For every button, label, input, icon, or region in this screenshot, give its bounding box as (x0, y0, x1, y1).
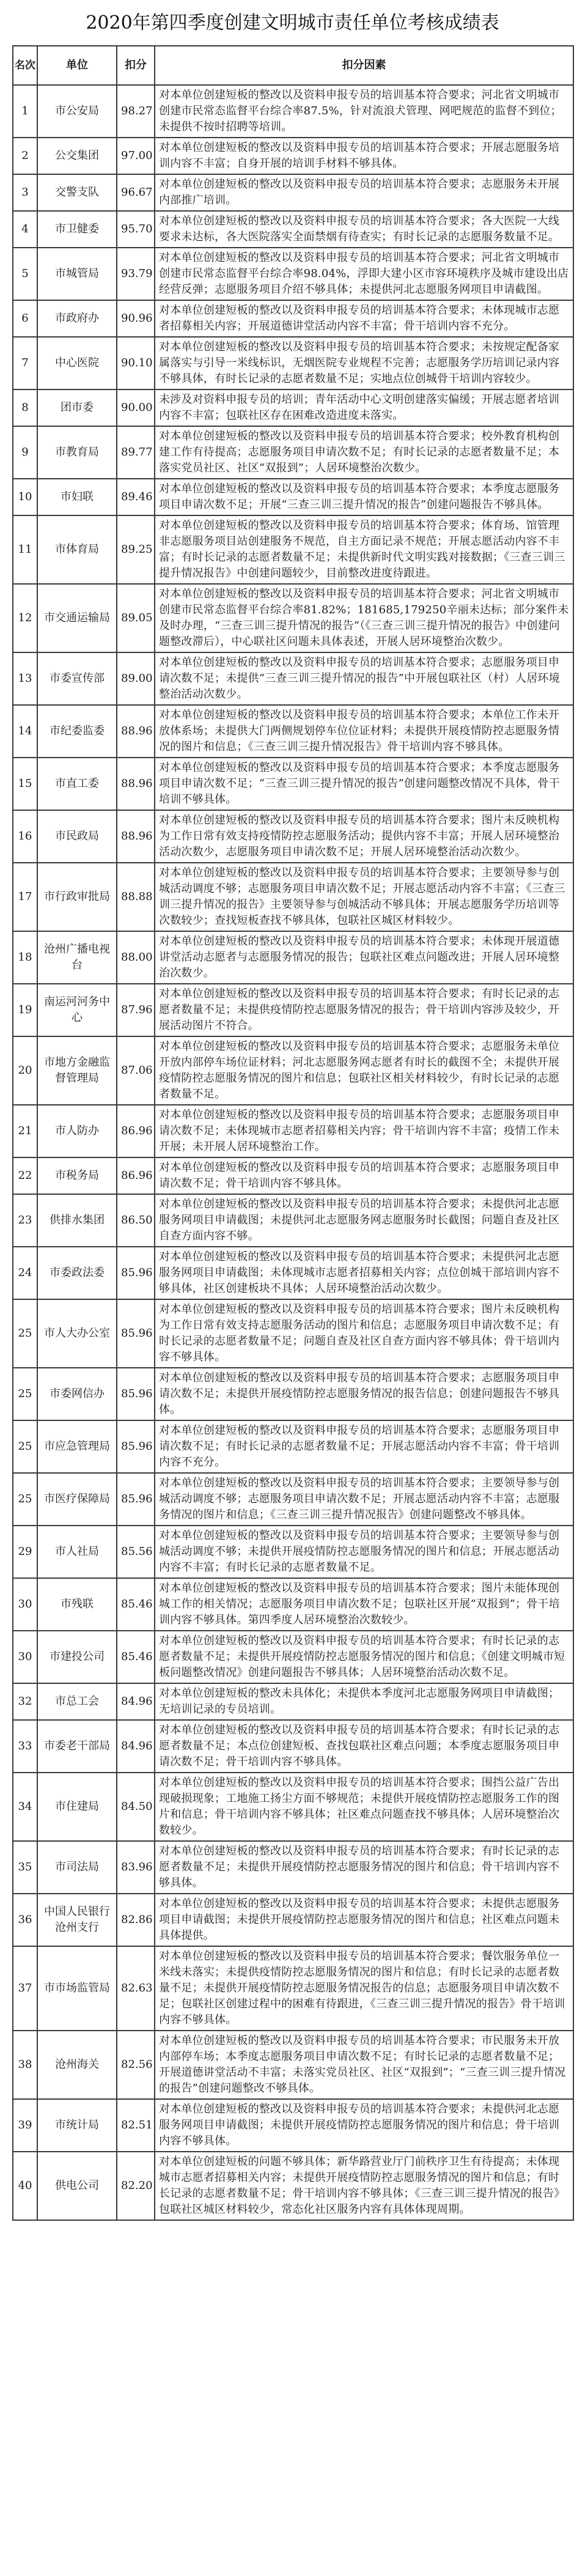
score-cell: 86.50 (117, 1194, 155, 1247)
rank-cell: 8 (13, 389, 37, 426)
reason-cell: 对本单位创建短板的整改以及资料申报专员的培训基本符合要求；志愿服务未开展内部推广培训。 (155, 174, 573, 211)
rank-cell: 29 (13, 1526, 37, 1578)
unit-cell: 市统计局 (37, 2099, 117, 2152)
rank-cell: 38 (13, 2031, 37, 2099)
score-cell: 85.96 (117, 1473, 155, 1526)
table-row (13, 174, 573, 211)
reason-cell: 对本单位创建短板的整改以及资料申报专员的培训基本符合要求；主要领导参与创城活动调度不够；志愿服务项目申请次数不足；开展志愿活动内容不丰富；《三查三训三提升情况的报告》主要领导参与创城活动不够具体；开展志愿服务学历培训等次数较少；查找短板查找不够具体，包联社区城区材料较少。 (155, 863, 573, 931)
score-cell: 89.25 (117, 515, 155, 584)
unit-cell: 市交通运输局 (37, 584, 117, 652)
rank-cell: 5 (13, 248, 37, 300)
table-row (13, 2099, 573, 2152)
unit-cell: 市人社局 (37, 1526, 117, 1578)
score-cell: 82.56 (117, 2031, 155, 2099)
unit-cell: 市公安局 (37, 85, 117, 138)
unit-cell: 市人防办 (37, 1105, 117, 1157)
score-cell: 89.77 (117, 426, 155, 479)
unit-cell: 市行政审批局 (37, 863, 117, 931)
reason-cell: 对本单位创建短板的整改以及资料申报专员的培训基本符合要求；开展志愿服务培训内容不丰富；自身开展的培训手材料不够具体。 (155, 138, 573, 174)
reason-cell: 对本单位创建短板的整改以及资料申报专员的培训基本符合要求；未体现城市志愿者招募相关内容；开展道德讲堂活动内容不丰富；骨干培训内容不充分。 (155, 300, 573, 337)
score-cell: 88.96 (117, 705, 155, 758)
unit-cell: 团市委 (37, 389, 117, 426)
score-cell: 89.00 (117, 652, 155, 705)
rank-cell: 21 (13, 1105, 37, 1157)
score-cell: 88.88 (117, 863, 155, 931)
score-cell: 88.96 (117, 758, 155, 810)
unit-cell: 市应急管理局 (37, 1420, 117, 1473)
rank-cell: 23 (13, 1194, 37, 1247)
unit-cell: 市纪委监委 (37, 705, 117, 758)
table-row (13, 652, 573, 705)
score-cell: 82.20 (117, 2152, 155, 2220)
score-cell: 88.96 (117, 810, 155, 863)
rank-cell: 39 (13, 2099, 37, 2152)
reason-cell: 对本单位创建短板的整改以及资料申报专员的培训基本符合要求；志愿服务项目申请次数不足；未提供“三查三训三提升情况的报告”中开展包联社区（村）人居环境整治活动次数少。 (155, 652, 573, 705)
unit-cell: 市城管局 (37, 248, 117, 300)
table-row (13, 1157, 573, 1194)
reason-cell: 对本单位创建短板的整改以及资料申报专员的培训基本符合要求；市民服务未开放内部停车场；本季度志愿服务项目申请次数不足；有时长记录的志愿者数量不足；开展道德讲堂活动不丰富；未落实党员社区、社区“双报到”；“三查三训三提升情况的报告”创建问题整改不够具体。 (155, 2031, 573, 2099)
rank-cell: 12 (13, 584, 37, 652)
score-cell: 84.96 (117, 1683, 155, 1720)
page-title: 2020年第四季度创建文明城市责任单位考核成绩表 (86, 12, 499, 34)
table-row (13, 1578, 573, 1631)
table-row (13, 1247, 573, 1299)
unit-cell: 供电公司 (37, 2152, 117, 2220)
unit-cell: 南运河河务中心 (37, 984, 117, 1036)
table-row (13, 337, 573, 389)
rank-cell: 34 (13, 1773, 37, 1841)
score-cell: 97.00 (117, 138, 155, 174)
unit-cell: 市委网信办 (37, 1368, 117, 1420)
rank-cell: 36 (13, 1894, 37, 1946)
score-cell: 85.56 (117, 1526, 155, 1578)
unit-cell: 市人大办公室 (37, 1299, 117, 1368)
table-body (13, 85, 573, 2220)
rank-cell: 11 (13, 515, 37, 584)
reason-cell: 对本单位创建短板的整改以及资料申报专员的培训基本符合要求；图片未反映机构为工作日常有效支持志愿服务活动的图片和信息；志愿服务项目申请次数不足；有时长记录的志愿者数量不足；问题自查及社区自查方面内容不够具体；骨干培训内容不够具体。 (155, 1299, 573, 1368)
reason-cell: 对本单位创建短板的整改以及资料申报专员的培训基本符合要求；有时长记录的志愿者数量不足；未提供开展疫情防控志愿服务情况的图片和信息；骨干培训内容不够具体。 (155, 1841, 573, 1894)
reason-cell: 对本单位创建短板的整改以及资料申报专员的培训基本符合要求；有时长记录的志愿者数量不足；本点位创建短板、查找包联社区难点问题；本季度志愿服务项目申请次数不足；骨干培训内容不够具体。 (155, 1720, 573, 1773)
score-cell: 85.96 (117, 1420, 155, 1473)
unit-cell: 市司法局 (37, 1841, 117, 1894)
reason-cell: 未涉及对资料申报专员的培训；青年活动中心文明创建落实偏缓；开展志愿者培训内容不丰富；包联社区存在困难改造进度未落实。 (155, 389, 573, 426)
score-cell: 82.63 (117, 1946, 155, 2031)
rank-cell: 18 (13, 931, 37, 984)
rank-cell: 24 (13, 1247, 37, 1299)
rank-cell: 19 (13, 984, 37, 1036)
reason-cell: 对本单位创建短板的整改以及资料申报专员的培训基本符合要求；志愿服务项目申请次数不足；未体现城市志愿者招募相关内容；骨干培训内容不丰富；疫情工作未开展；未开展人居环境整治工作。 (155, 1105, 573, 1157)
unit-cell: 市政府办 (37, 300, 117, 337)
score-cell: 84.50 (117, 1773, 155, 1841)
unit-cell: 沧州广播电视台 (37, 931, 117, 984)
rank-cell: 2 (13, 138, 37, 174)
table-row (13, 1894, 573, 1946)
rank-cell: 1 (13, 85, 37, 138)
unit-cell: 市民政局 (37, 810, 117, 863)
table-row (13, 1841, 573, 1894)
reason-cell: 对本单位创建短板的整改以及资料申报专员的培训基本符合要求；河北省文明城市创建市民常态监督平台综合率87.5%，针对流浪犬管理、网吧规范的监督不到位；未提供不按时招聘等培训。 (155, 85, 573, 138)
unit-cell: 市建投公司 (37, 1631, 117, 1683)
table-row (13, 1946, 573, 2031)
reason-cell: 对本单位创建短板的整改以及资料申报专员的培训基本符合要求；有时长记录的志愿者数量不足；未提供开展疫情防控志愿服务情况的图片和信息；《创建文明城市短板问题整改情况》创建问题报告不够具体；人居环境整治活动次数不足。 (155, 1631, 573, 1683)
unit-cell: 市委政法委 (37, 1247, 117, 1299)
reason-cell: 对本单位创建短板的整改以及资料申报专员的培训基本符合要求；未提供河北志愿服务网项目申请截图；未体现城市志愿者招募相关内容；点位创城干部培训内容不够具体，社区创建板块不具体；人居环境整治活动次数少。 (155, 1247, 573, 1299)
table-row (13, 138, 573, 174)
score-cell: 88.00 (117, 931, 155, 984)
table-row (13, 515, 573, 584)
table-row (13, 810, 573, 863)
rank-cell: 3 (13, 174, 37, 211)
reason-cell: 对本单位创建短板的整改以及资料申报专员的培训基本符合要求；未提供河北志愿服务网项目申请截图；未提供开展疫情防控志愿服务情况的图片和信息；骨干培训内容不够具体。 (155, 2099, 573, 2152)
reason-cell: 对本单位创建短板的整改以及资料申报专员的培训基本符合要求；本单位工作未开放体系场；未提供大门两侧规划停车位位证材料；未提供开展疫情防控志愿服务情况的图片和信息；《三查三训三提升情况报告》骨干培训内容不够具体。 (155, 705, 573, 758)
reason-cell: 对本单位创建短板的整改以及资料申报专员的培训基本符合要求；有时长记录的志愿者数量不足；未提供疫情防控志愿服务情况的报告；骨干培训内容涉及较少，开展活动图片不符合。 (155, 984, 573, 1036)
rank-cell: 13 (13, 652, 37, 705)
unit-cell: 市委老干部局 (37, 1720, 117, 1773)
rank-cell: 32 (13, 1683, 37, 1720)
table-row (13, 863, 573, 931)
table-row (13, 1420, 573, 1473)
reason-cell: 对本单位创建短板的整改以及资料申报专员的培训基本符合要求；各大医院一大线要求未达标，各大医院落实全面禁烟有待查实；有时长记录的志愿服务数量不足。 (155, 211, 573, 248)
score-cell: 82.86 (117, 1894, 155, 1946)
unit-cell: 市地方金融监督管理局 (37, 1036, 117, 1105)
table-row (13, 1631, 573, 1683)
reason-cell: 对本单位创建短板的整改以及资料申报专员的培训基本符合要求；河北省文明城市创建市民常态监督平台综合率98.04%，浮即大建小区市容环境秩序及城市建设出店经营反弹；志愿服务项目介绍不够具体；未提供河北志愿服务网项目申请截图。 (155, 248, 573, 300)
table-row (13, 984, 573, 1036)
table-row (13, 1720, 573, 1773)
table-row (13, 1368, 573, 1420)
rank-cell: 16 (13, 810, 37, 863)
reason-cell: 对本单位创建短板的整改以及资料申报专员的培训基本符合要求；志愿服务未单位开放内部停车场位证材料；河北志愿服务网志愿者有时长的截图不全；未提供开展疫情防控志愿服务情况的图片和信息；包联社区相关材料较少，有时长记录的志愿者数量不足。 (155, 1036, 573, 1105)
unit-cell: 市残联 (37, 1578, 117, 1631)
unit-cell: 市教育局 (37, 426, 117, 479)
rank-cell: 7 (13, 337, 37, 389)
reason-cell: 对本单位创建短板的整改以及资料申报专员的培训基本符合要求；主要领导参与创城活动调度不够；志愿服务项目申请次数不足；开展志愿活动内容不丰富；志愿服务情况的图片和信息；《三查三训三提升情况报告》创建问题整改不够具体。 (155, 1473, 573, 1526)
table-row (13, 705, 573, 758)
header-rank: 名次 (13, 46, 37, 85)
unit-cell: 市税务局 (37, 1157, 117, 1194)
reason-cell: 对本单位创建短板的整改以及资料申报专员的培训基本符合要求；图片未能体现创城工作的相关情况；志愿服务项目申请次数不足；包联社区开展“双报到”；骨干培训内容不够具体。第四季度人居环境整治次数较少。 (155, 1578, 573, 1631)
table-row (13, 1683, 573, 1720)
table-row (13, 1526, 573, 1578)
score-cell: 83.96 (117, 1841, 155, 1894)
rank-cell: 40 (13, 2152, 37, 2220)
table-row (13, 426, 573, 479)
rank-cell: 25 (13, 1368, 37, 1420)
table-row (13, 1299, 573, 1368)
reason-cell: 对本单位创建短板的整改以及资料申报专员的培训基本符合要求；校外教育机构创建工作有待提高；志愿服务项目申请次数不足；有时长记录的志愿者数量不足；本落实党员社区、社区“双报到”；人居环境整治次数少。 (155, 426, 573, 479)
unit-cell: 市妇联 (37, 479, 117, 515)
reason-cell: 对本单位创建短板的整改以及资料申报专员的培训基本符合要求；志愿服务项目申请次数不足；未提供开展疫情防控志愿服务情况的报告信息；创建问题报告不够具体。 (155, 1368, 573, 1420)
score-cell: 85.46 (117, 1578, 155, 1631)
reason-cell: 对本单位创建短板的整改以及资料申报专员的培训基本符合要求；未提供河北志愿服务网项目申请截图；未提供河北志愿服务网志愿服务时长截图；问题自查及社区自查方面内容不够。 (155, 1194, 573, 1247)
rank-cell: 35 (13, 1841, 37, 1894)
rank-cell: 17 (13, 863, 37, 931)
table-row (13, 1194, 573, 1247)
score-cell: 86.96 (117, 1105, 155, 1157)
reason-cell: 对本单位创建短板的整改以及资料申报专员的培训基本符合要求；餐饮服务单位一米线未落实；未提供疫情防控志愿服务情况的图片和信息；有时长记录的志愿者数量不足；未提供开展疫情防控志愿服务情况报告的信息；志愿服务项目申请次数不足；包联社区创建过程中的困难有待跟进，《三查三训三提升情况的报告》骨干培训内容不够具体。 (155, 1946, 573, 2031)
unit-cell: 市直工委 (37, 758, 117, 810)
score-cell: 87.96 (117, 984, 155, 1036)
unit-cell: 市委宣传部 (37, 652, 117, 705)
rank-cell: 9 (13, 426, 37, 479)
rank-cell: 10 (13, 479, 37, 515)
rank-cell: 25 (13, 1299, 37, 1368)
rank-cell: 25 (13, 1473, 37, 1526)
score-cell: 85.96 (117, 1368, 155, 1420)
score-cell: 98.27 (117, 85, 155, 138)
table-row (13, 2152, 573, 2220)
reason-cell: 对本单位创建短板的整改以及资料申报专员的培训基本符合要求；志愿服务项目申请次数不足；骨干培训内容不够具体。 (155, 1157, 573, 1194)
table-row (13, 300, 573, 337)
unit-cell: 市总工会 (37, 1683, 117, 1720)
rank-cell: 6 (13, 300, 37, 337)
rank-cell: 4 (13, 211, 37, 248)
score-cell: 82.51 (117, 2099, 155, 2152)
unit-cell: 交警支队 (37, 174, 117, 211)
rank-cell: 37 (13, 1946, 37, 2031)
table-row (13, 584, 573, 652)
unit-cell: 市卫健委 (37, 211, 117, 248)
reason-cell: 对本单位创建短板的整改以及资料申报专员的培训基本符合要求；围挡公益广告出现破损现象；工地施工扬尘方面不够规范；未提供开展疫情防控志愿服务工作的图片和信息；骨干培训内容不够具体；社区难点问题查找不够具体；人居环境整治次数较少。 (155, 1773, 573, 1841)
rank-cell: 20 (13, 1036, 37, 1105)
unit-cell: 沧州海关 (37, 2031, 117, 2099)
reason-cell: 对本单位创建短板的整改未具体化；未提供本季度河北志愿服务网项目申请截图；无培训记录的专员培训。 (155, 1683, 573, 1720)
score-cell: 85.96 (117, 1299, 155, 1368)
rank-cell: 25 (13, 1420, 37, 1473)
reason-cell: 对本单位创建短板的整改以及资料申报专员的培训基本符合要求；志愿服务项目申请次数不足；有时长记录的志愿者数量不足；开展志愿活动内容不丰富；骨干培训内容不充分。 (155, 1420, 573, 1473)
unit-cell: 中国人民银行沧州支行 (37, 1894, 117, 1946)
table-row (13, 248, 573, 300)
table-row (13, 2031, 573, 2099)
reason-cell: 对本单位创建短板的整改以及资料申报专员的培训基本符合要求；体育场、馆管理非志愿服务项目站创建服务不规范，自主方面记录不规范；开展志愿活动内容不丰富；有时长记录的志愿者数量不足；未提供新时代文明实践对接数据；《三查三训三提升情况报告》中创建问题较少，目前整改进度待跟进。 (155, 515, 573, 584)
reason-cell: 对本单位创建短板的整改以及资料申报专员的培训基本符合要求；未体现开展道德讲堂活动志愿者与志愿服务情况的报告；包联社区难点问题改进；开展人居环境整治次数少。 (155, 931, 573, 984)
unit-cell: 市市场监管局 (37, 1946, 117, 2031)
rank-cell: 33 (13, 1720, 37, 1773)
score-cell: 86.96 (117, 1157, 155, 1194)
table-row (13, 1773, 573, 1841)
unit-cell: 中心医院 (37, 337, 117, 389)
reason-cell: 对本单位创建短板的整改以及资料申报专员的培训基本符合要求；主要领导参与创城活动调度不够；未提供开展疫情防控志愿服务情况的图片和信息；开展志愿活动内容不丰富；有时长记录的志愿者数量不足。 (155, 1526, 573, 1578)
rank-cell: 22 (13, 1157, 37, 1194)
score-cell: 96.67 (117, 174, 155, 211)
table-row (13, 1473, 573, 1526)
reason-cell: 对本单位创建短板的整改以及资料申报专员的培训基本符合要求；未提供志愿服务项目申请截图；未提供开展疫情防控志愿服务情况的图片和信息；社区难点问题未具体提供。 (155, 1894, 573, 1946)
score-cell: 89.46 (117, 479, 155, 515)
score-table (12, 45, 574, 2221)
table-header-row (13, 46, 573, 85)
table-row (13, 479, 573, 515)
unit-cell: 市体育局 (37, 515, 117, 584)
header-score: 扣分 (117, 46, 155, 85)
table-row (13, 85, 573, 138)
table-row (13, 1105, 573, 1157)
rank-cell: 15 (13, 758, 37, 810)
score-cell: 90.00 (117, 389, 155, 426)
score-cell: 85.96 (117, 1247, 155, 1299)
reason-cell: 对本单位创建短板的问题不够具体；新华路营业厅门前秩序卫生有待提高；未体现城市志愿者招募相关内容；未提供开展疫情防控志愿服务情况的图片和信息；有时长记录的志愿者数量不足；骨干培训内容不够具体；《三查三训三提升情况的报告》包联社区城区材料较少，常态化社区服务内容有具体体现周期。 (155, 2152, 573, 2220)
score-cell: 89.05 (117, 584, 155, 652)
table-row (13, 758, 573, 810)
score-cell: 84.96 (117, 1720, 155, 1773)
score-cell: 87.06 (117, 1036, 155, 1105)
table-row (13, 211, 573, 248)
score-cell: 90.96 (117, 300, 155, 337)
table-row (13, 1036, 573, 1105)
reason-cell: 对本单位创建短板的整改以及资料申报专员的培训基本符合要求；本季度志愿服务项目申请次数不足；“三查三训三提升情况的报告”创建问题整改情况不具体，骨干培训不够具体。 (155, 758, 573, 810)
table-row (13, 389, 573, 426)
score-cell: 85.46 (117, 1631, 155, 1683)
unit-cell: 供排水集团 (37, 1194, 117, 1247)
header-reason: 扣分因素 (155, 46, 573, 85)
score-cell: 95.70 (117, 211, 155, 248)
rank-cell: 30 (13, 1631, 37, 1683)
reason-cell: 对本单位创建短板的整改以及资料申报专员的培训基本符合要求；图片未反映机构为工作日常有效支持疫情防控志愿服务活动；提供内容不丰富；开展人居环境整治活动次数少，志愿服务项目申请次数不足；开展人居环境整治活动次数少。 (155, 810, 573, 863)
unit-cell: 公交集团 (37, 138, 117, 174)
reason-cell: 对本单位创建短板的整改以及资料申报专员的培训基本符合要求；未按规定配备家属落实与引导一米线标识，无烟医院专业规程不完善；志愿服务学历培训记录内容不够具体，有时长记录的志愿者数量不足；实地点位创城骨干培训内容较少。 (155, 337, 573, 389)
reason-cell: 对本单位创建短板的整改以及资料申报专员的培训基本符合要求；本季度志愿服务项目申请次数不足；开展“三查三训三提升情况的报告”创建问题报告不够具体。 (155, 479, 573, 515)
unit-cell: 市住建局 (37, 1773, 117, 1841)
rank-cell: 30 (13, 1578, 37, 1631)
rank-cell: 14 (13, 705, 37, 758)
reason-cell: 对本单位创建短板的整改以及资料申报专员的培训基本符合要求；河北省文明城市创建市民常态监督平台综合率81.82%；181685,179250辛丽未达标；部分案件未及时办理，“三查三训三提升情况的报告”（《三查三训三提升情况的报告》中创建问题整改滞后），中心联社区问题未具体表述，开展人居环境整治次数少。 (155, 584, 573, 652)
score-cell: 93.79 (117, 248, 155, 300)
unit-cell: 市医疗保障局 (37, 1473, 117, 1526)
score-cell: 90.10 (117, 337, 155, 389)
header-unit: 单位 (37, 46, 117, 85)
table-row (13, 931, 573, 984)
